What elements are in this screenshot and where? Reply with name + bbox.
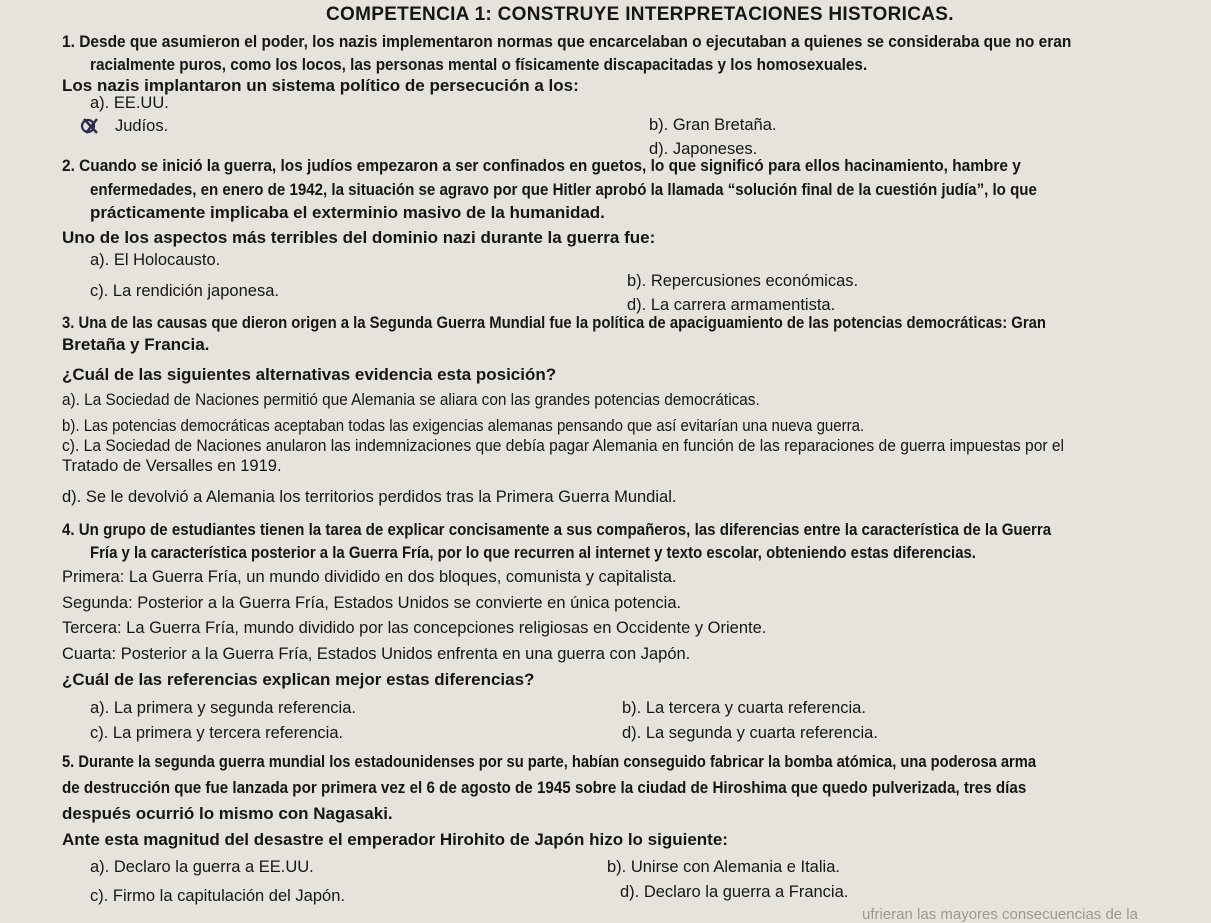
option-d: d). La segunda y cuarta referencia. — [622, 724, 878, 742]
option-b: b). Unirse con Alemania e Italia. — [607, 858, 840, 876]
reference-item: Primera: La Guerra Fría, un mundo dividido en dos bloques, comunista y capitalista. — [62, 568, 677, 586]
option-c: c). La primera y tercera referencia. — [90, 724, 344, 742]
question-text-line: 4. Un grupo de estudiantes tienen la tarea de explicar concisamente a sus compañeros, las diferencias entre la característica de la Guerra — [62, 520, 1052, 539]
question-prompt: ¿Cuál de las siguientes alternativas evidencia esta posición? — [62, 365, 557, 384]
option-d: d). La carrera armamentista. — [627, 296, 836, 314]
option-a: a). El Holocausto. — [90, 251, 221, 269]
question-text-line: 2. Cuando se inició la guerra, los judíos empezaron a ser confinados en guetos, lo que significó para ellos hacinamiento, hambre y — [62, 156, 1021, 175]
option-d: d). Japoneses. — [649, 140, 758, 158]
option-b: b). Repercusiones económicas. — [627, 272, 859, 290]
option-c-marked: Judíos. — [115, 117, 169, 135]
option-c: c). La Sociedad de Naciones anularon las indemnizaciones que debía pagar Alemania en función de las reparaciones de guerra impuestas por el — [62, 437, 1065, 455]
option-a: a). Declaro la guerra a EE.UU. — [90, 858, 314, 876]
question-prompt: Los nazis implantaron un sistema político de persecución a los: — [62, 76, 579, 95]
handwritten-mark-icon — [80, 117, 100, 135]
question-text-line: Bretaña y Francia. — [62, 335, 210, 354]
option-c: c). La rendición japonesa. — [90, 282, 279, 300]
question-prompt: Uno de los aspectos más terribles del dominio nazi durante la guerra fue: — [62, 228, 656, 247]
option-b: b). Las potencias democráticas aceptaban todas las exigencias alemanas pensando que así evitarían una nueva guerra. — [62, 417, 865, 435]
cut-off-text: ufrieran las mayores consecuencias de la — [862, 906, 1138, 923]
question-prompt: Ante esta magnitud del desastre el emperador Hirohito de Japón hizo lo siguiente: — [62, 830, 728, 849]
reference-item: Cuarta: Posterior a la Guerra Fría, Estados Unidos enfrenta en una guerra con Japón. — [62, 645, 691, 663]
option-b: b). Gran Bretaña. — [649, 116, 777, 134]
option-a: a). La primera y segunda referencia. — [90, 699, 356, 717]
question-text-line: enfermedades, en enero de 1942, la situación se agravo por que Hitler aprobó la llamada “solución final de la cuestión judía”, lo que — [90, 180, 1037, 199]
option-c-continuation: Tratado de Versalles en 1919. — [62, 457, 282, 475]
reference-item: Segunda: Posterior a la Guerra Fría, Estados Unidos se convierte en única potencia. — [62, 594, 682, 612]
question-text-line: prácticamente implicaba el exterminio masivo de la humanidad. — [90, 203, 605, 222]
question-text-line: Fría y la característica posterior a la Guerra Fría, por lo que recurren al internet y texto escolar, obteniendo estas diferencias. — [90, 543, 976, 562]
option-b: b). La tercera y cuarta referencia. — [622, 699, 866, 717]
question-text-line: 3. Una de las causas que dieron origen a la Segunda Guerra Mundial fue la política de apaciguamiento de las potencias democráticas: Gran — [62, 313, 1046, 332]
reference-item: Tercera: La Guerra Fría, mundo dividido por las concepciones religiosas en Occidente y Oriente. — [62, 619, 767, 637]
worksheet-title: COMPETENCIA 1: CONSTRUYE INTERPRETACIONES HISTORICAS. — [326, 4, 954, 25]
question-text-line: racialmente puros, como los locos, las personas mental o físicamente discapacitadas y los homosexuales. — [90, 55, 868, 74]
option-a: a). La Sociedad de Naciones permitió que Alemania se aliara con las grandes potencias democráticas. — [62, 391, 760, 409]
option-c: c). Firmo la capitulación del Japón. — [90, 887, 345, 905]
question-prompt: ¿Cuál de las referencias explican mejor estas diferencias? — [62, 670, 535, 689]
question-text-line: de destrucción que fue lanzada por primera vez el 6 de agosto de 1945 sobre la ciudad de Hiroshima que quedo pulverizada, tres días — [62, 778, 1027, 797]
question-text-line: 5. Durante la segunda guerra mundial los estadounidenses por su parte, habían conseguido fabricar la bomba atómica, una poderosa arma — [62, 752, 1037, 771]
question-text-line: 1. Desde que asumieron el poder, los nazis implementaron normas que encarcelaban o ejecutaban a quienes se consideraba que no eran — [62, 32, 1072, 51]
option-a: a). EE.UU. — [90, 94, 169, 112]
question-text-line: después ocurrió lo mismo con Nagasaki. — [62, 804, 393, 823]
option-d: d). Declaro la guerra a Francia. — [620, 883, 849, 901]
option-d: d). Se le devolvió a Alemania los territorios perdidos tras la Primera Guerra Mundial. — [62, 488, 677, 506]
